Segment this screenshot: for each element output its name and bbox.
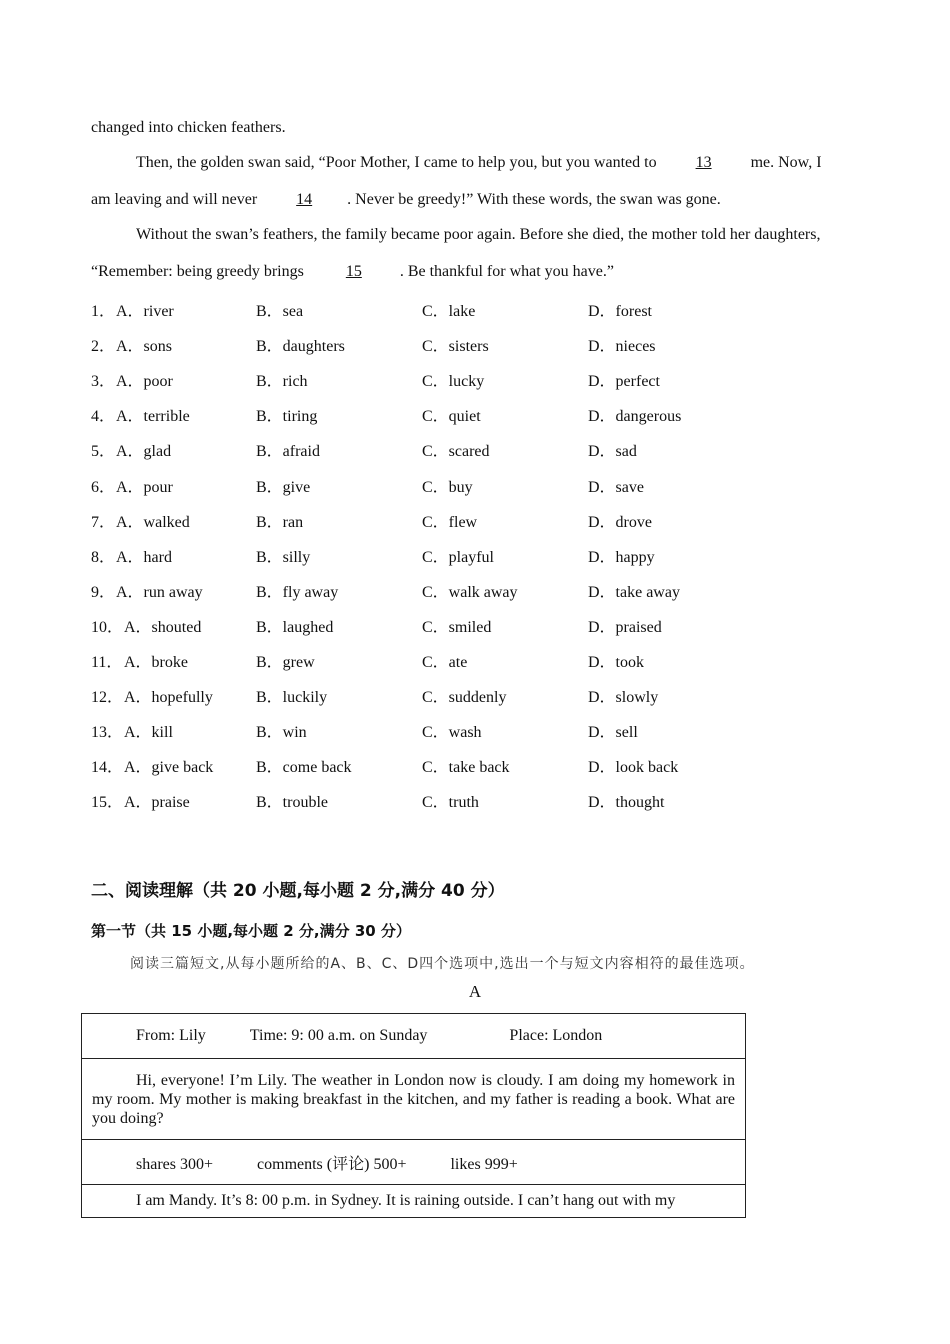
option-d: D．sad: [588, 443, 637, 460]
option-a: A．praise: [124, 794, 190, 811]
option-b: B．laughed: [256, 619, 334, 636]
option-c: C．sisters: [422, 338, 489, 355]
option-d: D．praised: [588, 619, 662, 636]
section-heading: 二、阅读理解（共 20 小题,每小题 2 分,满分 40 分）: [91, 881, 505, 901]
passage-line-5: “Remember: being greedy brings 15 . Be thankful for what you have.”: [91, 263, 614, 280]
question-number: 3．: [91, 373, 116, 390]
post-header-row: [82, 1014, 746, 1059]
option-d: D．happy: [588, 549, 655, 566]
blank-13: 13: [695, 154, 712, 171]
question-number: 8．: [91, 549, 116, 566]
option-d: D．thought: [588, 794, 665, 811]
post-likes: likes 999+: [450, 1155, 518, 1173]
post-time: Time: 9: 00 a.m. on Sunday: [249, 1027, 428, 1044]
subsection-heading: 第一节（共 15 小题,每小题 2 分,满分 30 分）: [91, 922, 411, 940]
question-number: 10．: [91, 619, 124, 636]
option-b: B．rich: [256, 373, 308, 390]
option-b: B．daughters: [256, 338, 345, 355]
question-number: 12．: [91, 689, 124, 706]
option-c: C．quiet: [422, 408, 481, 425]
option-d: D．sell: [588, 724, 638, 741]
option-b: B．fly away: [256, 584, 339, 601]
post-comments: comments (评论) 500+: [257, 1155, 407, 1173]
option-c: C．take back: [422, 759, 510, 776]
question-number: 14．: [91, 759, 124, 776]
option-a: A．shouted: [124, 619, 202, 636]
option-c: C．smiled: [422, 619, 492, 636]
question-number: 11．: [91, 654, 123, 671]
post-shares: shares 300+: [136, 1155, 214, 1173]
option-d: D．dangerous: [588, 408, 682, 425]
option-c: C．suddenly: [422, 689, 507, 706]
question-number: 4．: [91, 408, 116, 425]
question-number: 9．: [91, 584, 116, 601]
option-b: B．grew: [256, 654, 315, 671]
option-c: C．scared: [422, 443, 490, 460]
question-number: 2．: [91, 338, 116, 355]
option-b: B．ran: [256, 514, 304, 531]
question-number: 7．: [91, 514, 116, 531]
question-number: 5．: [91, 443, 116, 460]
option-a: A．poor: [116, 373, 173, 390]
option-a: A．give back: [124, 759, 214, 776]
blank-14: 14: [296, 191, 313, 208]
option-d: D．nieces: [588, 338, 656, 355]
question-number: 1．: [91, 303, 116, 320]
option-c: C．playful: [422, 549, 494, 566]
reply-body: I am Mandy. It’s 8: 00 p.m. in Sydney. It is raining outside. I can’t hang out with my: [82, 1185, 746, 1218]
option-d: D．took: [588, 654, 645, 671]
option-c: C．lake: [422, 303, 476, 320]
option-a: A．walked: [116, 514, 190, 531]
option-b: B．give: [256, 479, 311, 496]
option-b: B．trouble: [256, 794, 328, 811]
option-d: D．take away: [588, 584, 680, 601]
option-a: A．broke: [124, 654, 188, 671]
option-b: B．tiring: [256, 408, 318, 425]
option-c: C．lucky: [422, 373, 485, 390]
instructions: 阅读三篇短文,从每小题所给的A、B、C、D四个选项中,选出一个与短文内容相符的最佳选项。: [130, 956, 755, 972]
option-c: C．buy: [422, 479, 473, 496]
option-d: D．forest: [588, 303, 652, 320]
option-a: A．kill: [124, 724, 173, 741]
option-b: B．come back: [256, 759, 352, 776]
option-c: C．flew: [422, 514, 478, 531]
blank-15: 15: [345, 263, 362, 280]
social-post-table: [81, 1013, 746, 1218]
option-b: B．win: [256, 724, 307, 741]
option-c: C．ate: [422, 654, 468, 671]
option-b: B．silly: [256, 549, 311, 566]
option-d: D．slowly: [588, 689, 659, 706]
option-d: D．save: [588, 479, 644, 496]
option-b: B．sea: [256, 303, 304, 320]
option-c: C．wash: [422, 724, 482, 741]
post-stats-row: [82, 1140, 746, 1185]
option-a: A．terrible: [116, 408, 190, 425]
option-d: D．perfect: [588, 373, 660, 390]
option-a: A．river: [116, 303, 174, 320]
option-d: D．drove: [588, 514, 652, 531]
passage-line-4: Without the swan’s feathers, the family became poor again. Before she died, the mother told her daughters,: [136, 226, 821, 243]
post-place: Place: London: [509, 1027, 603, 1044]
option-b: B．afraid: [256, 443, 320, 460]
option-a: A．hard: [116, 549, 172, 566]
option-a: A．hopefully: [124, 689, 213, 706]
option-a: A．run away: [116, 584, 203, 601]
option-a: A．sons: [116, 338, 173, 355]
post-body: Hi, everyone! I’m Lily. The weather in London now is cloudy. I am doing my homework in my room. My mother is making breakfast in the kitchen, and my father is reading a book. What are you doing?: [82, 1059, 746, 1140]
passage-line-1: changed into chicken feathers.: [91, 119, 286, 136]
option-c: C．truth: [422, 794, 479, 811]
option-a: A．glad: [116, 443, 172, 460]
option-b: B．luckily: [256, 689, 328, 706]
passage-line-2: Then, the golden swan said, “Poor Mother, I came to help you, but you wanted to 13 me. Now, I: [136, 154, 822, 171]
question-number: 13．: [91, 724, 124, 741]
option-d: D．look back: [588, 759, 679, 776]
option-c: C．walk away: [422, 584, 518, 601]
passage-line-3: am leaving and will never 14 . Never be greedy!” With these words, the swan was gone.: [91, 191, 721, 208]
passage-label: A: [468, 982, 482, 1001]
post-from: From: Lily: [136, 1027, 206, 1044]
option-a: A．pour: [116, 479, 173, 496]
question-number: 6．: [91, 479, 116, 496]
question-number: 15．: [91, 794, 124, 811]
